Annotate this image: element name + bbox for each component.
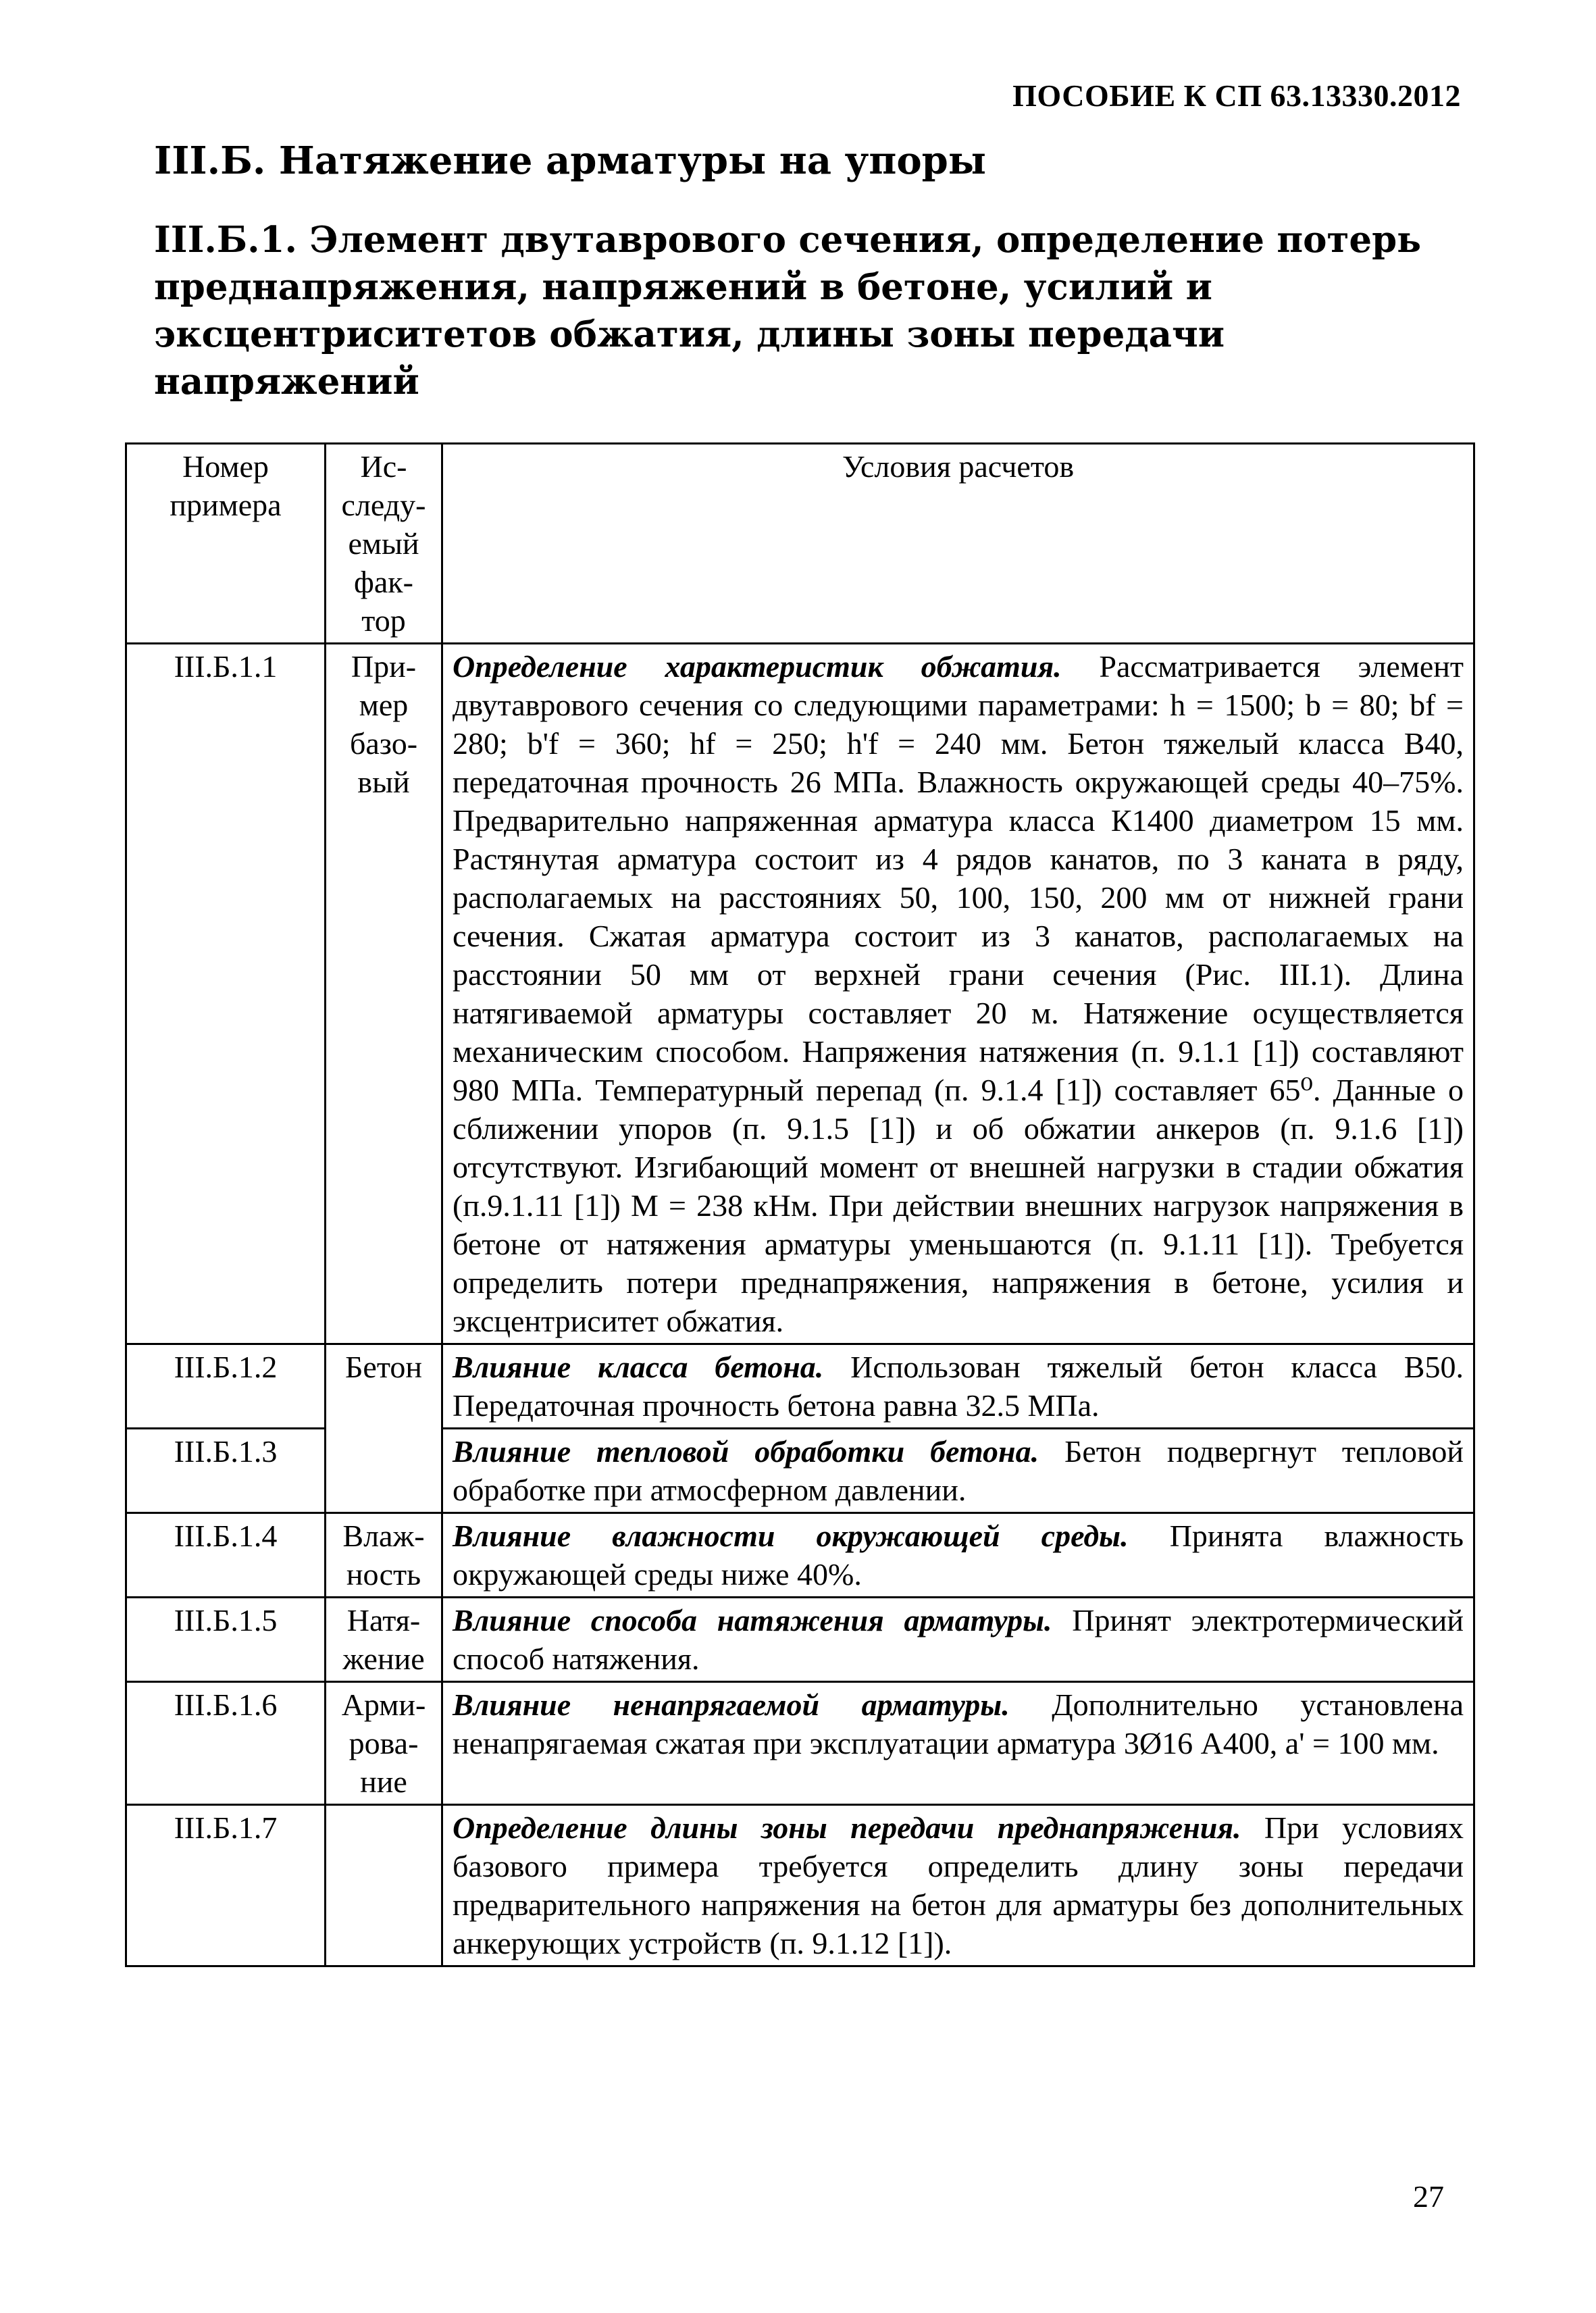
example-text: Принят электротермический способ натяжения. (453, 1603, 1464, 1676)
example-conditions (442, 1805, 1474, 1966)
subsection-title: III.Б.1. Элемент двутаврового сечения, определение потерь преднапряжения, напряжений в бетоне, усилий и эксцентриситетов обжатия, длины зоны передачи напряжений (154, 219, 1422, 403)
example-factor: При-мер базо-вый (326, 644, 442, 1344)
section-title: III.Б. Натяжение арматуры на упоры (154, 138, 986, 183)
example-lead: Определение длины зоны передачи преднапряжения. (453, 1810, 1241, 1845)
example-conditions (442, 1344, 1474, 1429)
example-number: III.Б.1.5 (126, 1598, 326, 1682)
example-conditions (442, 1513, 1474, 1598)
example-text: При условиях базового примера требуется определить длину зоны передачи предварительного напряжения на бетон для арматуры без дополнительных анкерующих устройств (п. 9.1.12 [1]). (453, 1810, 1464, 1960)
example-text: Рассматривается элемент двутаврового сечения со следующими параметрами: h = 1500; b = 80; bf = 280; b'f = 360; hf = 250; h'f = 240 мм. Бетон тяжелый класса В40, передаточная прочность 26 МПа. Влажность окружающей среды 40–75%. Предварительно напряженная арматура класса К1400 диаметром 15 мм. Растянутая арматура состоит из 4 рядов канатов, по 3 каната в ряду, располагаемых на расстояниях 50, 100, 150, 200 мм от нижней грани сечения. Сжатая арматура состоит из 3 канатов, располагаемых на расстоянии 50 мм от верхней грани сечения (Рис. III.1). Длина натягиваемой арматуры составляет 20 м. Натяжение осуществляется механическим способом. Напряжения натяжения (п. 9.1.1 [1]) составляют 980 МПа. Температурный перепад (п. 9.1.4 [1]) составляет 65⁰. Данные о сближении упоров (п. 9.1.5 [1]) и об обжатии анкеров (п. 9.1.6 [1]) отсутствуют. Изгибающий момент от внешней нагрузки в стадии обжатия (п.9.1.11 [1]) M = 238 кНм. При действии внешних нагрузок напряжения в бетоне от натяжения арматуры уменьшаются (п. 9.1.11 [1]). Требуется определить потери преднапряжения, напряжения в бетоне, усилия и эксцентриситет обжатия. (453, 649, 1464, 1338)
example-lead: Влияние ненапрягаемой арматуры. (453, 1687, 1010, 1722)
column-header-factor: Ис-следу-емый фак-тор (326, 444, 442, 644)
example-text: Дополнительно установлена ненапрягаемая сжатая при эксплуатации арматура 3Ø16 А400, a' = 100 мм. (453, 1687, 1464, 1760)
example-factor: Влаж-ность (326, 1513, 442, 1598)
example-lead: Влияние способа натяжения арматуры. (453, 1603, 1052, 1637)
example-number: III.Б.1.2 (126, 1344, 326, 1429)
example-lead: Влияние влажности окружающей среды. (453, 1519, 1129, 1553)
example-number: III.Б.1.7 (126, 1805, 326, 1966)
running-header: ПОСОБИЕ К СП 63.13330.2012 (1012, 78, 1461, 113)
table-row (126, 1805, 1474, 1966)
table-row (126, 1598, 1474, 1682)
example-text: Бетон подвергнут тепловой обработке при атмосферном давлении. (453, 1434, 1464, 1507)
page-number: 27 (1413, 2179, 1444, 2214)
examples-table (125, 442, 1475, 1967)
example-lead: Определение характеристик обжатия. (453, 649, 1062, 684)
table-row (126, 644, 1474, 1344)
example-conditions (442, 1682, 1474, 1805)
example-number: III.Б.1.1 (126, 644, 326, 1344)
example-factor: Натя-жение (326, 1598, 442, 1682)
example-text: Использован тяжелый бетон класса В50. Передаточная прочность бетона равна 32.5 МПа. (453, 1350, 1464, 1423)
example-number: III.Б.1.6 (126, 1682, 326, 1805)
example-conditions (442, 1429, 1474, 1513)
column-header-conditions: Условия расчетов (442, 444, 1474, 644)
example-lead: Влияние класса бетона. (453, 1350, 824, 1384)
example-number: III.Б.1.3 (126, 1429, 326, 1513)
example-number: III.Б.1.4 (126, 1513, 326, 1598)
table-row (126, 1513, 1474, 1598)
example-lead: Влияние тепловой обработки бетона. (453, 1434, 1039, 1469)
column-header-number: Номер примера (126, 444, 326, 644)
table-row (126, 1682, 1474, 1805)
example-factor: Бетон (326, 1344, 442, 1513)
example-factor (326, 1805, 442, 1966)
table-header-row (126, 444, 1474, 644)
example-factor: Арми-рова-ние (326, 1682, 442, 1805)
example-conditions (442, 644, 1474, 1344)
table-row (126, 1344, 1474, 1429)
example-text: Принята влажность окружающей среды ниже 40%. (453, 1519, 1464, 1592)
example-conditions (442, 1598, 1474, 1682)
